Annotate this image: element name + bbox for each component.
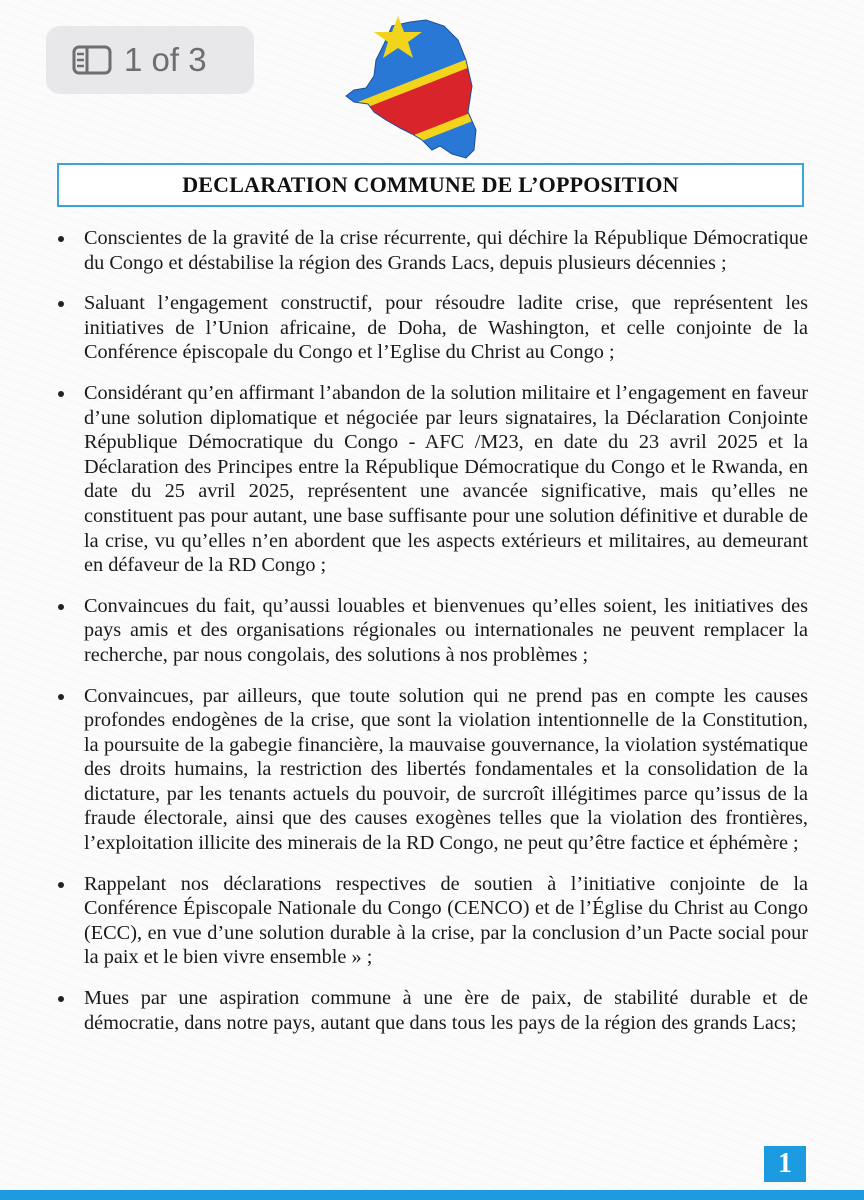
bullet-icon [58,236,64,242]
list-item [56,986,808,1035]
document-title: DECLARATION COMMUNE DE L’OPPOSITION [182,172,679,197]
list-item [56,226,808,275]
document-title-box [57,163,804,207]
bullet-icon [58,694,64,700]
list-item [56,594,808,668]
paragraph-text: Rappelant nos déclarations respectives de soutien à l’initiative conjointe de la Conférence Épiscopale Nationale du Congo (CENCO) et de l’Église du Christ au Congo (ECC), en vue d’une solution durable à la crise, par la conclusion d’un Pacte social pour la paix et le bien vivre ensemble » ; [84,872,808,969]
paragraph-text: Convaincues, par ailleurs, que toute solution qui ne prend pas en compte les causes profondes endogènes de la crise, que sont la violation intentionnelle de la Constitution, la poursuite de la gabegie financière, la mauvaise gouvernance, la violation systématique des droits humains, la restriction des libertés fondamentales et la consolidation de la dictature, par les tenants actuels du pouvoir, de surcroît illégitimes parce qu’issus de la fraude électorale, ainsi que des causes exogènes telles que la violation des frontières, l’exploitation illicite des minerais de la RD Congo, ne peut qu’être factice et éphémère ; [84,684,808,855]
bottom-accent-strip [0,1190,864,1200]
list-item [56,684,808,856]
bullet-icon [58,301,64,307]
paragraph-text: Considérant qu’en affirmant l’abandon de la solution militaire et l’engagement en faveur d’une solution diplomatique et négociée par leurs signataires, la Déclaration Conjointe République Démocratique du Congo - AFC /M23, en date du 23 avril 2025 et la Déclaration des Principes entre la République Démocratique du Congo et le Rwanda, en date du 25 avril 2025, représentent une avancée significative, mais qu’elles ne constituent pas pour autant, une base suffisante pour une solution définitive et durable de la crise, vu qu’elles n’en abordent que les aspects extérieurs et militaires, au demeurant en défaveur de la RD Congo ; [84,381,808,577]
page-number-badge: 1 [764,1146,806,1182]
paragraph-text: Convaincues du fait, qu’aussi louables et bienvenues qu’elles soient, les initiatives des pays amis et des organisations régionales ou internationales ne peuvent remplacer la recherche, par nous congolais, des solutions à nos problèmes ; [84,594,808,666]
bullet-icon [58,391,64,397]
list-item [56,872,808,970]
bullet-icon [58,996,64,1002]
list-item [56,291,808,365]
paragraph-text: Conscientes de la gravité de la crise récurrente, qui déchire la République Démocratique du Congo et déstabilise la région des Grands Lacs, depuis plusieurs décennies ; [84,227,808,274]
bullet-icon [58,604,64,610]
page-indicator-text: 1 of 3 [124,41,207,78]
list-item [56,381,808,578]
page-layout-icon [72,45,112,75]
paragraph-text: Mues par une aspiration commune à une ère de paix, de stabilité durable et de démocratie, dans notre pays, autant que dans tous les pays de la région des grands Lacs; [84,987,808,1034]
bullet-icon [58,882,64,888]
page-indicator-button[interactable] [46,26,254,94]
declaration-list [56,226,808,1051]
paragraph-text: Saluant l’engagement constructif, pour résoudre ladite crise, que représentent les initiatives de l’Union africaine, de Doha, de Washington, et celle conjointe de la Conférence épiscopale du Congo et l’Eglise du Christ au Congo ; [84,292,808,364]
drc-flag-map-logo [340,16,488,162]
